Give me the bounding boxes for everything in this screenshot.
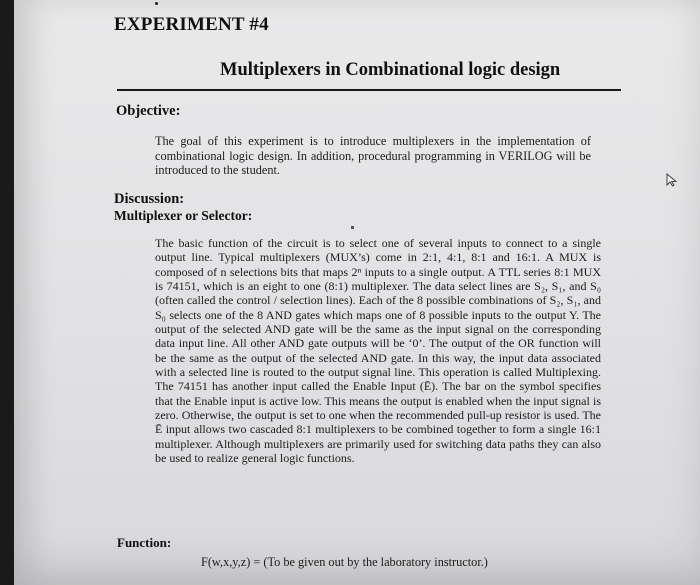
discussion-paragraph: The basic function of the circuit is to select one of several inputs to connect to a single output line. Typical multiplexers (MUX’s) come in 2:1, 4:1, 8:1 and 16:1. A MUX is composed of n selections bits that maps 2ⁿ inputs to a single output. A TTL series 8:1 MUX is 74151, which is an eight to one (8:1) multiplexer. The data select lines are S₂, S₁, and S₀ (often called the control / selection lines). Each of the 8 possible combinations of S₂, S₁, and S₀ selects one of the 8 AND gates which maps one of 8 possible inputs to the output Y. The output of the selected AND gate will be the same as the input signal on the corresponding data input line. All other AND gate outputs will be ‘0’. The output of the OR function will be the same as the output of the selected AND gate. In this way, the input data associated with a selected line is routed to the output signal line. This operation is called Multiplexing. The 74151 has another input called the Enable Input (Ē). The bar on the symbol specifies that the Enable input is active low. This means the output is enabled when the input signal is zero. Otherwise, the output is set to one when the recommended pull-up resistor is used. The Ē input allows two cascaded 8:1 multiplexers to be combined together to form a single 16:1 multiplexer. Although multiplexers are primarily used for switching data paths they can also be used to realize general logic functions. xyxy=(155,236,601,466)
function-heading: Function: xyxy=(117,535,172,550)
experiment-title: EXPERIMENT #4 xyxy=(114,14,269,35)
title-divider xyxy=(117,89,621,91)
objective-heading: Objective: xyxy=(116,103,181,119)
ink-dot xyxy=(155,2,158,5)
document-page xyxy=(14,0,700,585)
discussion-heading: Discussion: xyxy=(114,191,185,207)
objective-paragraph: The goal of this experiment is to introduce multiplexers in the implementation of combinational logic design. In addition, procedural programming in VERILOG will be introduced to the student. xyxy=(155,134,591,177)
multiplexer-subheading: Multiplexer or Selector: xyxy=(114,208,253,223)
function-formula: F(w,x,y,z) = (To be given out by the laboratory instructor.) xyxy=(201,555,488,569)
mouse-pointer-icon xyxy=(665,173,679,187)
experiment-subtitle: Multiplexers in Combinational logic design xyxy=(220,60,561,80)
ink-mark xyxy=(351,226,354,229)
